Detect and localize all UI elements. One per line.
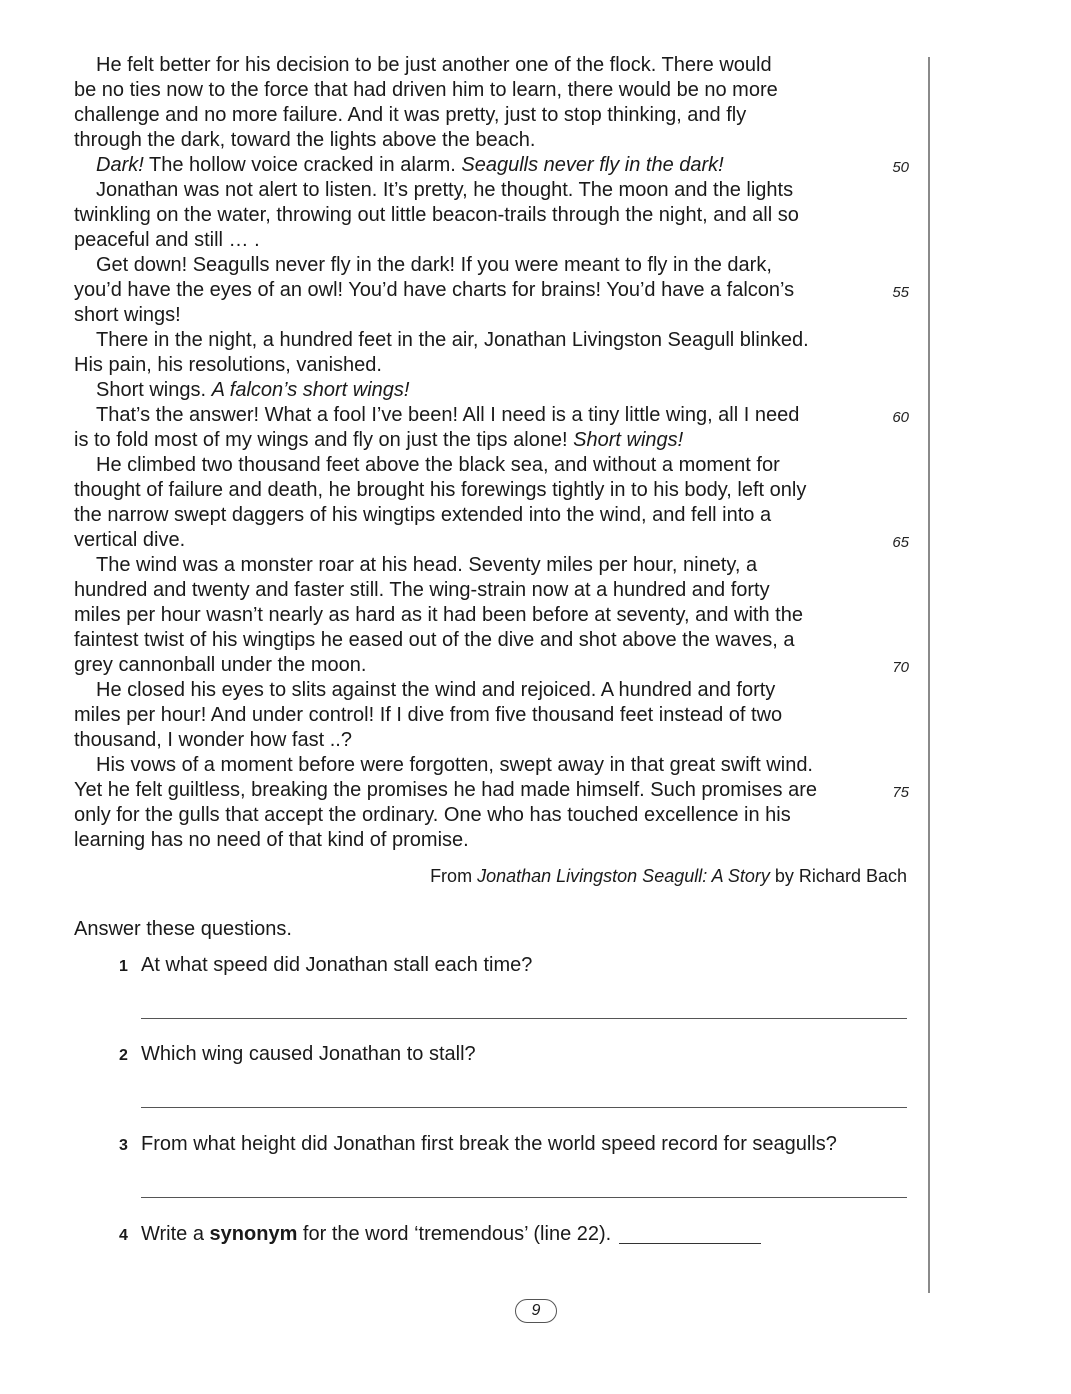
line-number: 50 (892, 159, 909, 176)
text-segment: thought of failure and death, he brought his forewings tightly in to his body, left only (74, 479, 807, 501)
line-number: 65 (892, 534, 909, 551)
text-segment: grey cannonball under the moon. (74, 654, 367, 676)
source-citation (430, 866, 907, 887)
passage-line (74, 578, 914, 603)
line-number: 55 (892, 284, 909, 301)
line-number: 60 (892, 409, 909, 426)
question-text-after: for the word ‘tremendous’ (line 22). (297, 1223, 612, 1245)
text-segment: is to fold most of my wings and fly on just the tips alone! (74, 429, 574, 451)
question-4 (119, 1223, 761, 1246)
text-segment: That’s the answer! What a fool I’ve been! All I need is a tiny little wing, all I need (96, 404, 800, 426)
text-segment: He felt better for his decision to be just another one of the flock. There would (96, 54, 772, 76)
passage-line (74, 278, 914, 303)
text-segment: twinkling on the water, throwing out little beacon-trails through the night, and all so (74, 204, 799, 226)
italic-text: A falcon’s short wings! (211, 379, 410, 401)
passage-line (74, 628, 914, 653)
question-text: At what speed did Jonathan stall each time? (141, 954, 533, 976)
passage-line (74, 303, 914, 328)
passage-line (74, 603, 914, 628)
passage-line (74, 403, 914, 428)
question-number: 2 (119, 1047, 128, 1064)
passage-line (74, 153, 914, 178)
italic-text: Short wings! (573, 429, 684, 451)
answer-line-3[interactable] (141, 1197, 907, 1198)
citation-suffix: by Richard Bach (769, 866, 907, 886)
passage-line (74, 753, 914, 778)
text-segment: His vows of a moment before were forgotten, swept away in that great swift wind. (96, 754, 813, 776)
text-segment: short wings! (74, 304, 181, 326)
passage-line (74, 653, 914, 678)
text-segment: you’d have the eyes of an owl! You’d have charts for brains! You’d have a falcon’s (74, 279, 795, 301)
passage-line (74, 203, 914, 228)
passage-line (74, 103, 914, 128)
passage-line (74, 328, 914, 353)
line-number: 70 (892, 659, 909, 676)
text-segment: Get down! Seagulls never fly in the dark! If you were meant to fly in the dark, (96, 254, 772, 276)
citation-title: Jonathan Livingston Seagull: A Story (477, 866, 770, 886)
passage-line (74, 228, 914, 253)
passage-line (74, 253, 914, 278)
text-segment: He climbed two thousand feet above the black sea, and without a moment for (96, 454, 780, 476)
text-segment: vertical dive. (74, 529, 186, 551)
right-margin-rule (928, 57, 930, 1293)
text-segment: Jonathan was not alert to listen. It’s pretty, he thought. The moon and the lights (96, 179, 794, 201)
text-segment: learning has no need of that kind of promise. (74, 829, 469, 851)
text-segment: faintest twist of his wingtips he eased out of the dive and shot above the waves, a (74, 629, 795, 651)
passage-line (74, 528, 914, 553)
passage-line (74, 703, 914, 728)
text-segment: peaceful and still … . (74, 229, 260, 251)
text-segment: His pain, his resolutions, vanished. (74, 354, 382, 376)
question-text: Which wing caused Jonathan to stall? (141, 1043, 476, 1065)
passage-line (74, 728, 914, 753)
passage-line (74, 803, 914, 828)
text-segment: thousand, I wonder how fast ..? (74, 729, 352, 751)
passage-line (74, 778, 914, 803)
text-segment: hundred and twenty and faster still. The wing-strain now at a hundred and forty (74, 579, 770, 601)
passage-line (74, 503, 914, 528)
question-number: 4 (119, 1227, 128, 1244)
citation-prefix: From (430, 866, 478, 886)
question-3 (119, 1133, 837, 1156)
text-segment: through the dark, toward the lights above the beach. (74, 129, 536, 151)
passage-line (74, 553, 914, 578)
text-segment: only for the gulls that accept the ordinary. One who has touched excellence in his (74, 804, 791, 826)
answer-line-1[interactable] (141, 1018, 907, 1019)
passage-line (74, 378, 914, 403)
passage-line (74, 353, 914, 378)
passage-line (74, 78, 914, 103)
question-1 (119, 954, 532, 977)
short-answer-line[interactable] (619, 1243, 761, 1244)
text-segment: The hollow voice cracked in alarm. (143, 154, 462, 176)
text-segment: There in the night, a hundred feet in the air, Jonathan Livingston Seagull blinked. (96, 329, 809, 351)
question-text-before: Write a (141, 1223, 210, 1245)
text-segment: be no ties now to the force that had driven him to learn, there would be no more (74, 79, 778, 101)
page-number: 9 (515, 1299, 557, 1323)
question-number: 1 (119, 958, 128, 975)
text-segment: He closed his eyes to slits against the wind and rejoiced. A hundred and forty (96, 679, 776, 701)
passage-line (74, 53, 914, 78)
passage-text (74, 53, 914, 853)
passage-line (74, 178, 914, 203)
text-segment: challenge and no more failure. And it was pretty, just to stop thinking, and fly (74, 104, 747, 126)
passage-line (74, 428, 914, 453)
passage-line (74, 828, 914, 853)
text-segment: miles per hour wasn’t nearly as hard as it had been before at seventy, and with the (74, 604, 803, 626)
text-segment: Short wings. (96, 379, 212, 401)
question-bold-term: synonym (209, 1223, 298, 1245)
questions-intro: Answer these questions. (74, 918, 292, 940)
text-segment: The wind was a monster roar at his head. Seventy miles per hour, ninety, a (96, 554, 758, 576)
question-text: From what height did Jonathan first break the world speed record for seagulls? (141, 1133, 837, 1155)
question-2 (119, 1043, 476, 1066)
text-segment: Yet he felt guiltless, breaking the promises he had made himself. Such promises are (74, 779, 817, 801)
italic-text: Dark! (96, 154, 144, 176)
answer-line-2[interactable] (141, 1107, 907, 1108)
italic-text: Seagulls never fly in the dark! (461, 154, 724, 176)
text-segment: the narrow swept daggers of his wingtips extended into the wind, and fell into a (74, 504, 772, 526)
passage-line (74, 453, 914, 478)
line-number: 75 (892, 784, 909, 801)
passage-line (74, 478, 914, 503)
passage-line (74, 128, 914, 153)
text-segment: miles per hour! And under control! If I dive from five thousand feet instead of two (74, 704, 783, 726)
passage-line (74, 678, 914, 703)
question-number: 3 (119, 1137, 128, 1154)
